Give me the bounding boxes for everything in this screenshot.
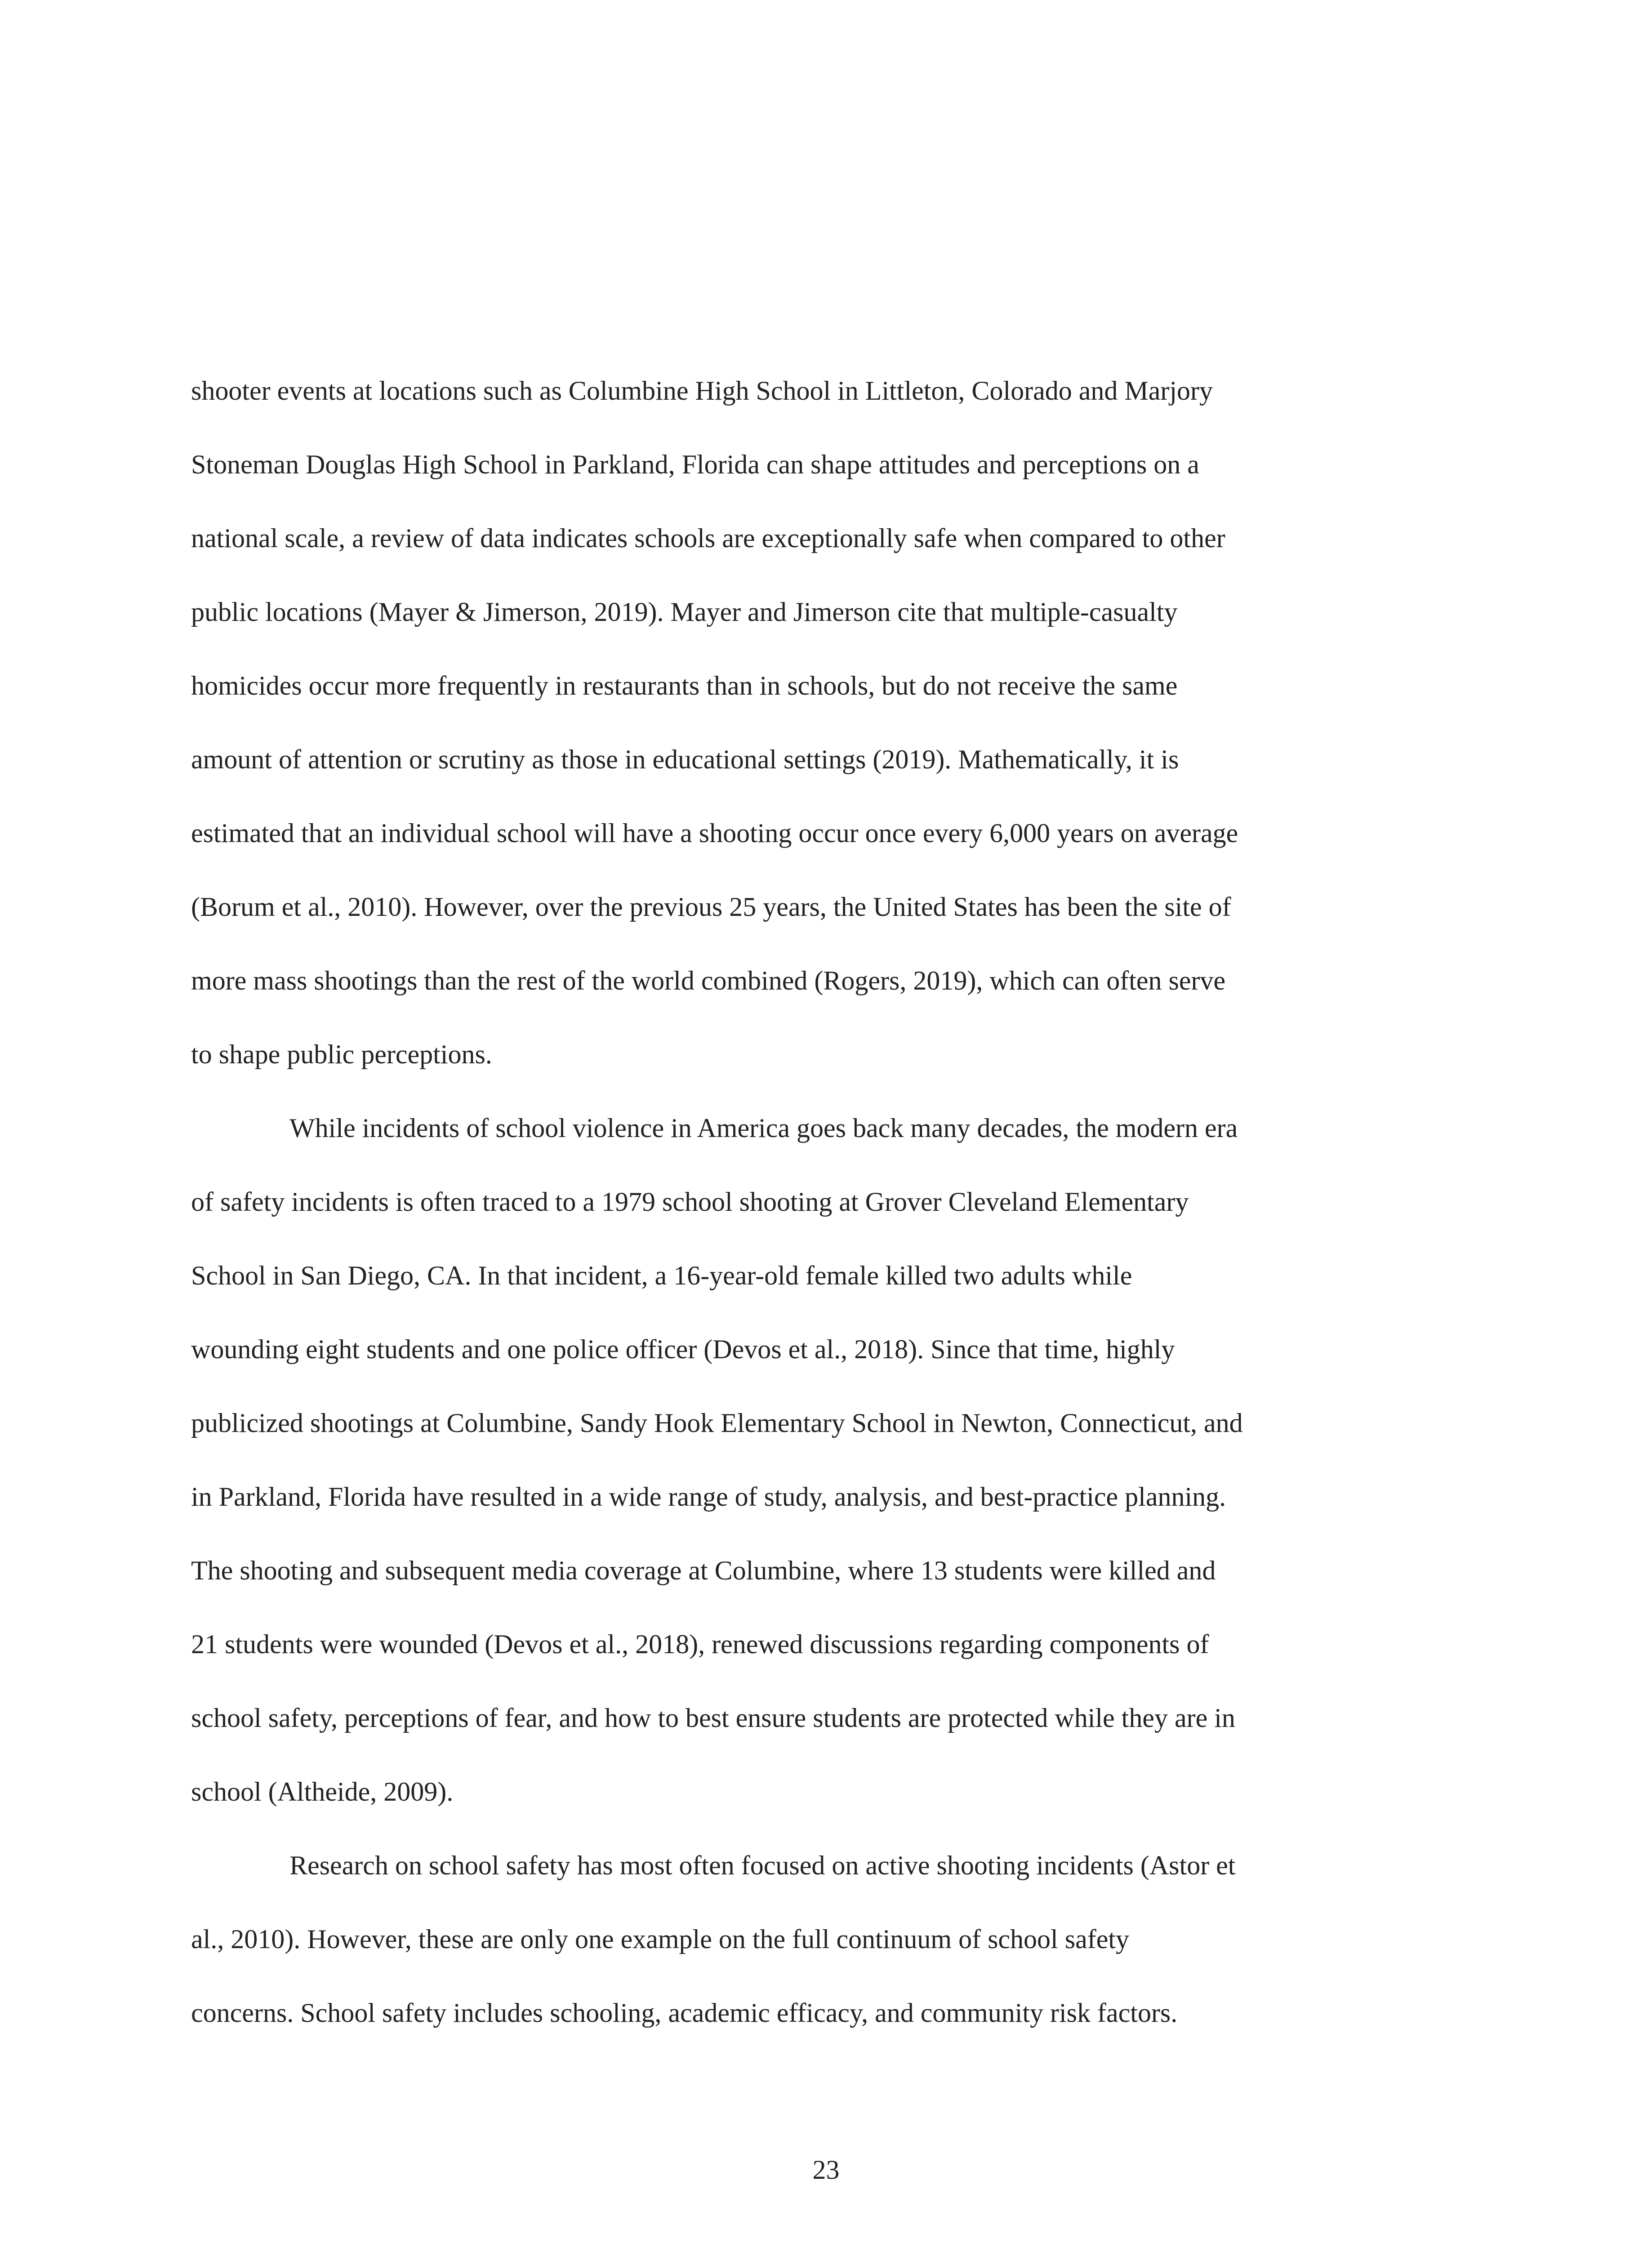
text-line: of safety incidents is often traced to a 1979 school shooting at Grover Cleveland Elementary xyxy=(191,1187,1189,1217)
text-line: school safety, perceptions of fear, and how to best ensure students are protected while they are in xyxy=(191,1703,1235,1733)
text-line: Stoneman Douglas High School in Parkland, Florida can shape attitudes and perceptions on a xyxy=(191,450,1199,479)
text-line: al., 2010). However, these are only one example on the full continuum of school safety xyxy=(191,1924,1129,1954)
text-line: publicized shootings at Columbine, Sandy Hook Elementary School in Newton, Connecticut, and xyxy=(191,1408,1243,1438)
text-line: amount of attention or scrutiny as those in educational settings (2019). Mathematically, it is xyxy=(191,745,1179,774)
text-line: public locations (Mayer & Jimerson, 2019). Mayer and Jimerson cite that multiple-casualty xyxy=(191,597,1178,627)
text-line: more mass shootings than the rest of the world combined (Rogers, 2019), which can often serve xyxy=(191,966,1226,995)
page-number: 23 xyxy=(812,2155,840,2185)
body-text xyxy=(191,354,1468,2050)
text-line: (Borum et al., 2010). However, over the previous 25 years, the United States has been the site of xyxy=(191,892,1231,922)
text-line: to shape public perceptions. xyxy=(191,1039,492,1069)
text-line: 21 students were wounded (Devos et al., 2018), renewed discussions regarding components of xyxy=(191,1629,1209,1659)
text-line: school (Altheide, 2009). xyxy=(191,1777,454,1806)
text-line: The shooting and subsequent media coverage at Columbine, where 13 students were killed and xyxy=(191,1556,1216,1585)
text-line: School in San Diego, CA. In that incident, a 16-year-old female killed two adults while xyxy=(191,1261,1132,1290)
text-line: wounding eight students and one police officer (Devos et al., 2018). Since that time, highly xyxy=(191,1334,1175,1364)
text-line: estimated that an individual school will have a shooting occur once every 6,000 years on average xyxy=(191,818,1238,848)
paragraph-first-line: While incidents of school violence in America goes back many decades, the modern era xyxy=(289,1113,1238,1143)
paragraph-first-line: Research on school safety has most often focused on active shooting incidents (Astor et xyxy=(289,1851,1236,1880)
text-line: shooter events at locations such as Columbine High School in Littleton, Colorado and Marjory xyxy=(191,376,1213,406)
text-line: concerns. School safety includes schooling, academic efficacy, and community risk factors. xyxy=(191,1998,1178,2028)
text-line: in Parkland, Florida have resulted in a wide range of study, analysis, and best-practice planning. xyxy=(191,1482,1226,1512)
text-line: homicides occur more frequently in restaurants than in schools, but do not receive the same xyxy=(191,671,1178,700)
text-line: national scale, a review of data indicates schools are exceptionally safe when compared to other xyxy=(191,523,1225,553)
